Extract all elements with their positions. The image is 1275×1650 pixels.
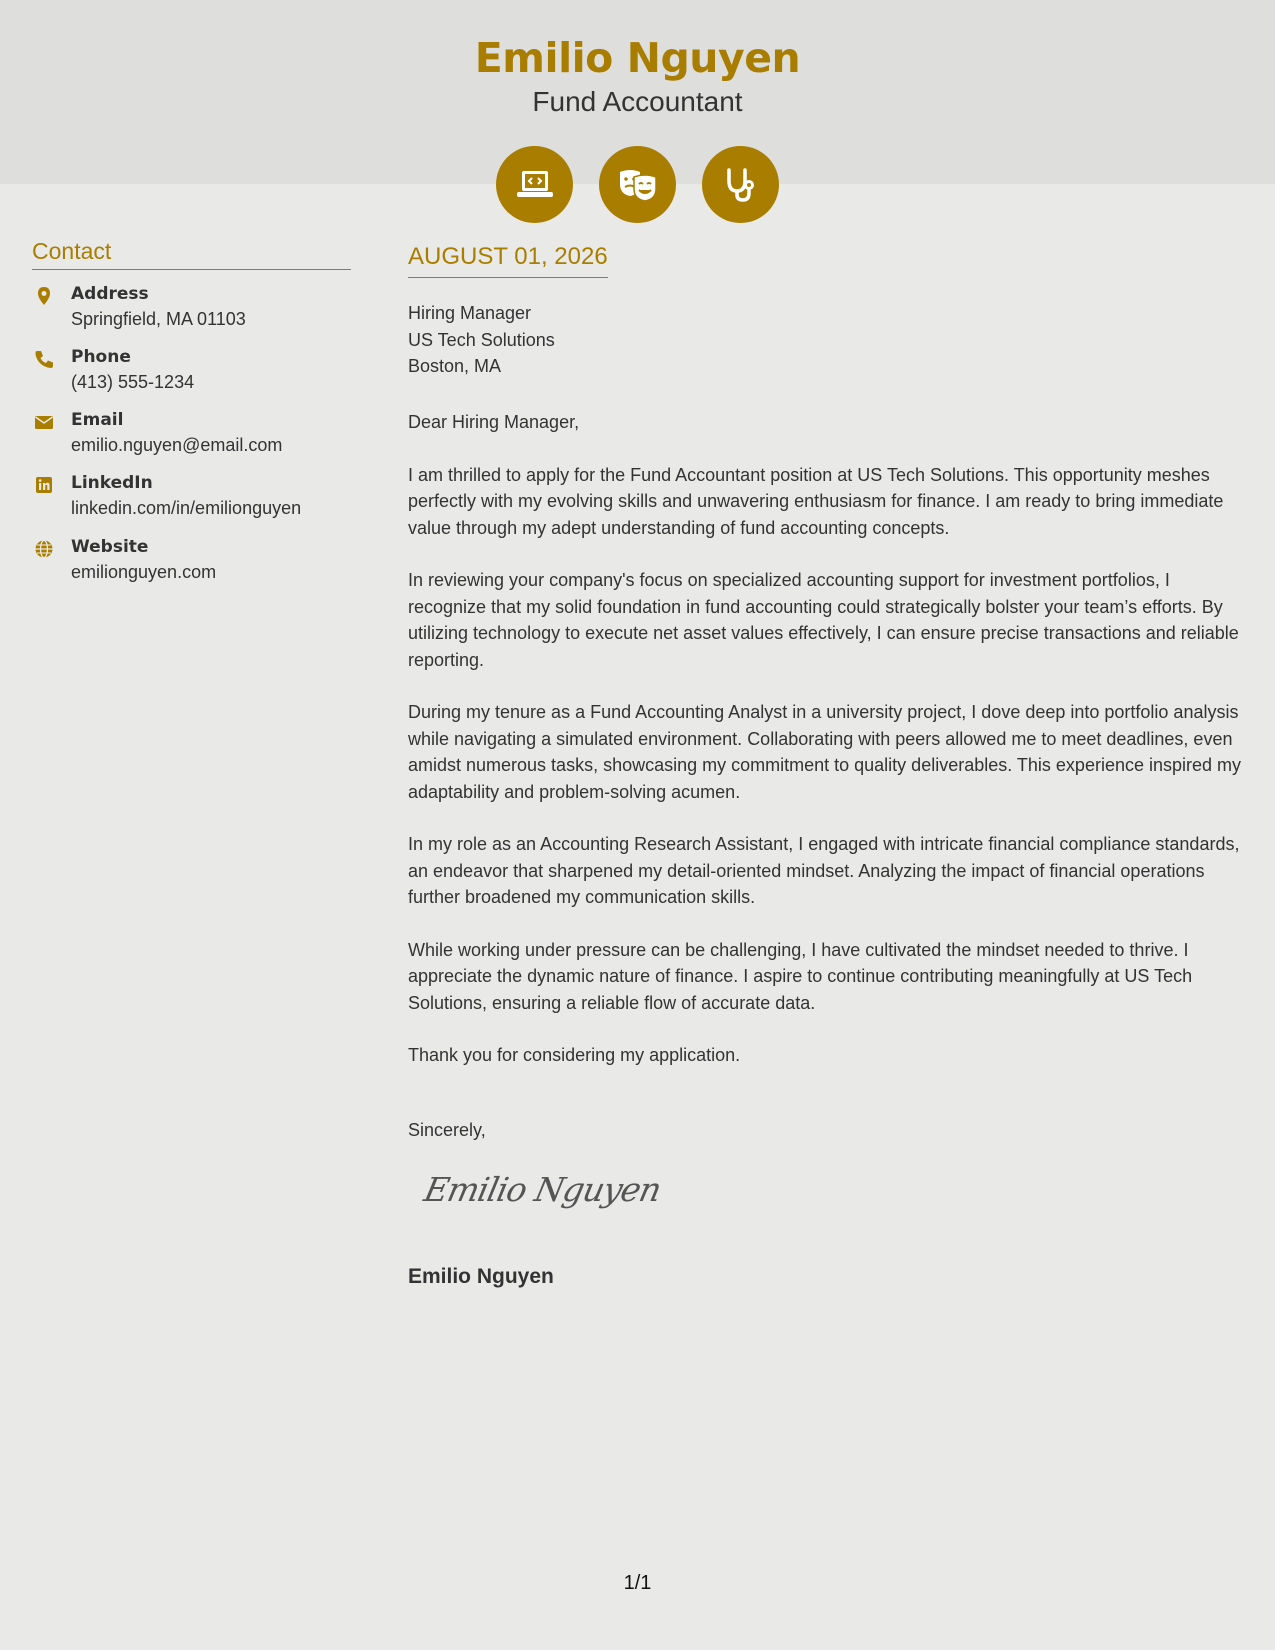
thanks-line: Thank you for considering my application. [408, 1045, 741, 1065]
address-value: Springfield, MA 01103 [71, 309, 246, 329]
map-pin-icon [34, 286, 54, 306]
phone-label: Phone [71, 347, 131, 367]
hobby-icons [496, 146, 779, 223]
signature: Emilio Nguyen [420, 1170, 665, 1209]
website-label: Website [71, 537, 149, 557]
phone-value: (413) 555-1234 [71, 372, 195, 392]
linkedin-label: LinkedIn [71, 473, 153, 493]
salutation: Dear Hiring Manager, [408, 412, 580, 432]
letter-paragraph: In my role as an Accounting Research Assistant, I engaged with intricate financial compliance standards, an endeavor that sharpened my detail-oriented mindset. Analyzing the impact of financial operations further broadened my communication skills. [408, 834, 1240, 907]
letter-paragraph: I am thrilled to apply for the Fund Accountant position at US Tech Solutions. This opportunity meshes perfectly with my evolving skills and unwavering enthusiasm for finance. I am ready to bring immediate value through my adept understanding of fund accounting concepts. [408, 464, 1224, 538]
recipient-line: US Tech Solutions [408, 329, 555, 350]
contact-heading: Contact [32, 238, 351, 270]
address-label: Address [71, 284, 149, 304]
recipient-line: Hiring Manager [408, 303, 532, 323]
email-value: emilio.nguyen@email.com [71, 435, 283, 455]
recipient-block [408, 300, 555, 380]
letter-date: AUGUST 01, 2026 [408, 243, 608, 278]
letter-body [408, 409, 1248, 1095]
theater-masks-icon [599, 146, 676, 223]
recipient-line: Boston, MA [408, 356, 502, 376]
candidate-role: Fund Accountant [532, 86, 743, 117]
phone-icon [34, 349, 54, 369]
letter-paragraph: While working under pressure can be challenging, I have cultivated the mindset needed to thrive. I appreciate the dynamic nature of finance. I aspire to continue contributing meaningfully at US Tech Solutions, ensuring a reliable flow of accurate data. [408, 939, 1193, 1013]
letter-paragraph: During my tenure as a Fund Accounting Analyst in a university project, I dove deep into portfolio analysis while navigating a simulated environment. Collaborating with peers allowed me to meet deadlines, even amidst numerous tasks, showcasing my commitment to quality deliverables. This experience inspired my adaptability and problem-solving acumen. [408, 702, 1242, 802]
letter-paragraph: In reviewing your company's focus on specialized accounting support for investment portfolios, I recognize that my solid foundation in fund accounting could strategically bolster your team’s efforts. By utilizing technology to execute net asset values effectively, I can ensure precise transactions and reliable reporting. [408, 570, 1239, 670]
laptop-code-icon [496, 146, 573, 223]
stethoscope-icon [702, 146, 779, 223]
closing: Sincerely, [408, 1120, 486, 1140]
linkedin-icon [34, 475, 54, 495]
email-label: Email [71, 410, 124, 430]
signed-name: Emilio Nguyen [408, 1265, 554, 1288]
website-value: emilionguyen.com [71, 562, 217, 582]
candidate-name: Emilio Nguyen [474, 34, 801, 82]
envelope-icon [34, 412, 54, 432]
globe-icon [34, 539, 54, 559]
page-number: 1/1 [623, 1572, 652, 1594]
linkedin-value: linkedin.com/in/emilionguyen [71, 498, 302, 518]
